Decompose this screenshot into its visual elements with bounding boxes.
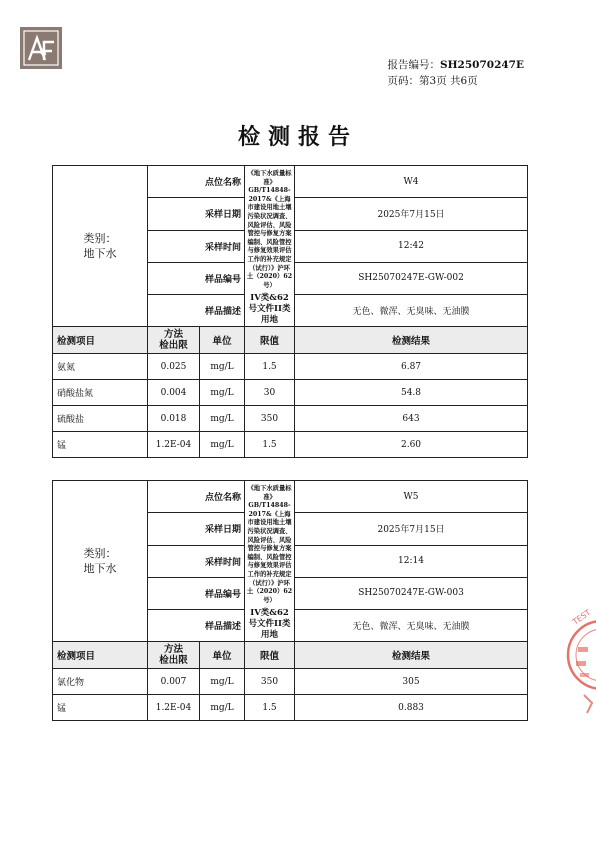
col-result: 检测结果 [295, 642, 528, 669]
page-number [388, 73, 524, 89]
sample-table-1 [52, 165, 528, 458]
result: 305 [295, 669, 528, 695]
unit: mg/L [200, 406, 245, 432]
table-row [53, 354, 528, 380]
description-label: 样品描述 [148, 295, 245, 327]
point-value: W5 [295, 481, 528, 513]
method-limit: 0.018 [148, 406, 200, 432]
result: 2.60 [295, 432, 528, 458]
date-label: 采样日期 [148, 513, 245, 545]
description-value: 无色、微浑、无臭味、无油膜 [295, 295, 528, 327]
table-row [53, 406, 528, 432]
method-limit: 0.007 [148, 669, 200, 695]
company-logo [20, 27, 62, 69]
col-item: 检测项目 [53, 327, 148, 354]
sample-table-2 [52, 480, 528, 721]
standard-text: 《地下水质量标准》GB/T14848-2017&《上海市建设用地土壤污染状况调查、风险评估、风险管控与修复方案编制、风险管控与修复效果评估工作的补充规定（试行）》沪环土（2020）62号） [246, 170, 293, 289]
page-number-label: 页码： [387, 75, 420, 87]
date-value: 2025年7月15日 [295, 513, 528, 545]
report-number-label: 报告编号： [387, 59, 441, 71]
report-number [388, 57, 524, 73]
unit: mg/L [200, 380, 245, 406]
item-name: 氯化物 [53, 669, 148, 695]
table-row [53, 380, 528, 406]
method-limit: 1.2E-04 [148, 432, 200, 458]
sample-no-value: SH25070247E-GW-002 [295, 262, 528, 294]
unit: mg/L [200, 695, 245, 721]
page-title: 检测报告 [237, 124, 358, 150]
item-name: 锰 [53, 695, 148, 721]
item-name: 氨氮 [53, 354, 148, 380]
point-label: 点位名称 [148, 481, 245, 513]
method-limit: 1.2E-04 [148, 695, 200, 721]
item-name: 硫酸盐 [53, 406, 148, 432]
standard-class: IV类&62号文件II类用地 [248, 608, 291, 641]
table-row [53, 432, 528, 458]
col-method-limit: 方法 检出限 [148, 642, 200, 669]
time-value: 12:14 [295, 545, 528, 577]
limit: 350 [245, 406, 295, 432]
standard-text: 《地下水质量标准》GB/T14848-2017&《上海市建设用地土壤污染状况调查、风险评估、风险管控与修复方案编制、风险管控与修复效果评估工作的补充规定（试行）》沪环土（2020）62号） [246, 485, 293, 604]
method-limit: 0.025 [148, 354, 200, 380]
result: 643 [295, 406, 528, 432]
item-name: 硝酸盐氮 [53, 380, 148, 406]
date-value: 2025年7月15日 [295, 198, 528, 230]
sample-category: 类别： 地下水 [53, 166, 148, 327]
unit: mg/L [200, 669, 245, 695]
time-value: 12:42 [295, 230, 528, 262]
point-value: W4 [295, 166, 528, 198]
col-unit: 单位 [200, 327, 245, 354]
sample-category: 类别： 地下水 [53, 481, 148, 642]
limit: 1.5 [245, 354, 295, 380]
svg-text:TEST: TEST [570, 607, 593, 627]
unit: mg/L [200, 354, 245, 380]
seal-stamp [562, 595, 596, 725]
item-name: 锰 [53, 432, 148, 458]
sample-no-label: 样品编号 [148, 262, 245, 294]
col-item: 检测项目 [53, 642, 148, 669]
date-label: 采样日期 [148, 198, 245, 230]
method-limit: 0.004 [148, 380, 200, 406]
result: 54.8 [295, 380, 528, 406]
col-limit: 限值 [245, 327, 295, 354]
standard-reference [245, 166, 295, 327]
standard-reference [245, 481, 295, 642]
report-meta [388, 57, 524, 89]
result: 0.883 [295, 695, 528, 721]
col-unit: 单位 [200, 642, 245, 669]
limit: 30 [245, 380, 295, 406]
table-row [53, 669, 528, 695]
time-label: 采样时间 [148, 230, 245, 262]
unit: mg/L [200, 432, 245, 458]
limit: 1.5 [245, 695, 295, 721]
col-limit: 限值 [245, 642, 295, 669]
col-method-limit: 方法 检出限 [148, 327, 200, 354]
limit: 350 [245, 669, 295, 695]
description-value: 无色、微浑、无臭味、无油膜 [295, 610, 528, 642]
result: 6.87 [295, 354, 528, 380]
description-label: 样品描述 [148, 610, 245, 642]
limit: 1.5 [245, 432, 295, 458]
standard-class: IV类&62号文件II类用地 [248, 293, 291, 326]
sample-no-label: 样品编号 [148, 577, 245, 609]
report-number-value: SH25070247E [440, 59, 524, 71]
sample-no-value: SH25070247E-GW-003 [295, 577, 528, 609]
point-label: 点位名称 [148, 166, 245, 198]
time-label: 采样时间 [148, 545, 245, 577]
page-number-value: 第3页 共6页 [419, 75, 478, 87]
svg-text:&: & [40, 48, 48, 58]
col-result: 检测结果 [295, 327, 528, 354]
table-row [53, 695, 528, 721]
